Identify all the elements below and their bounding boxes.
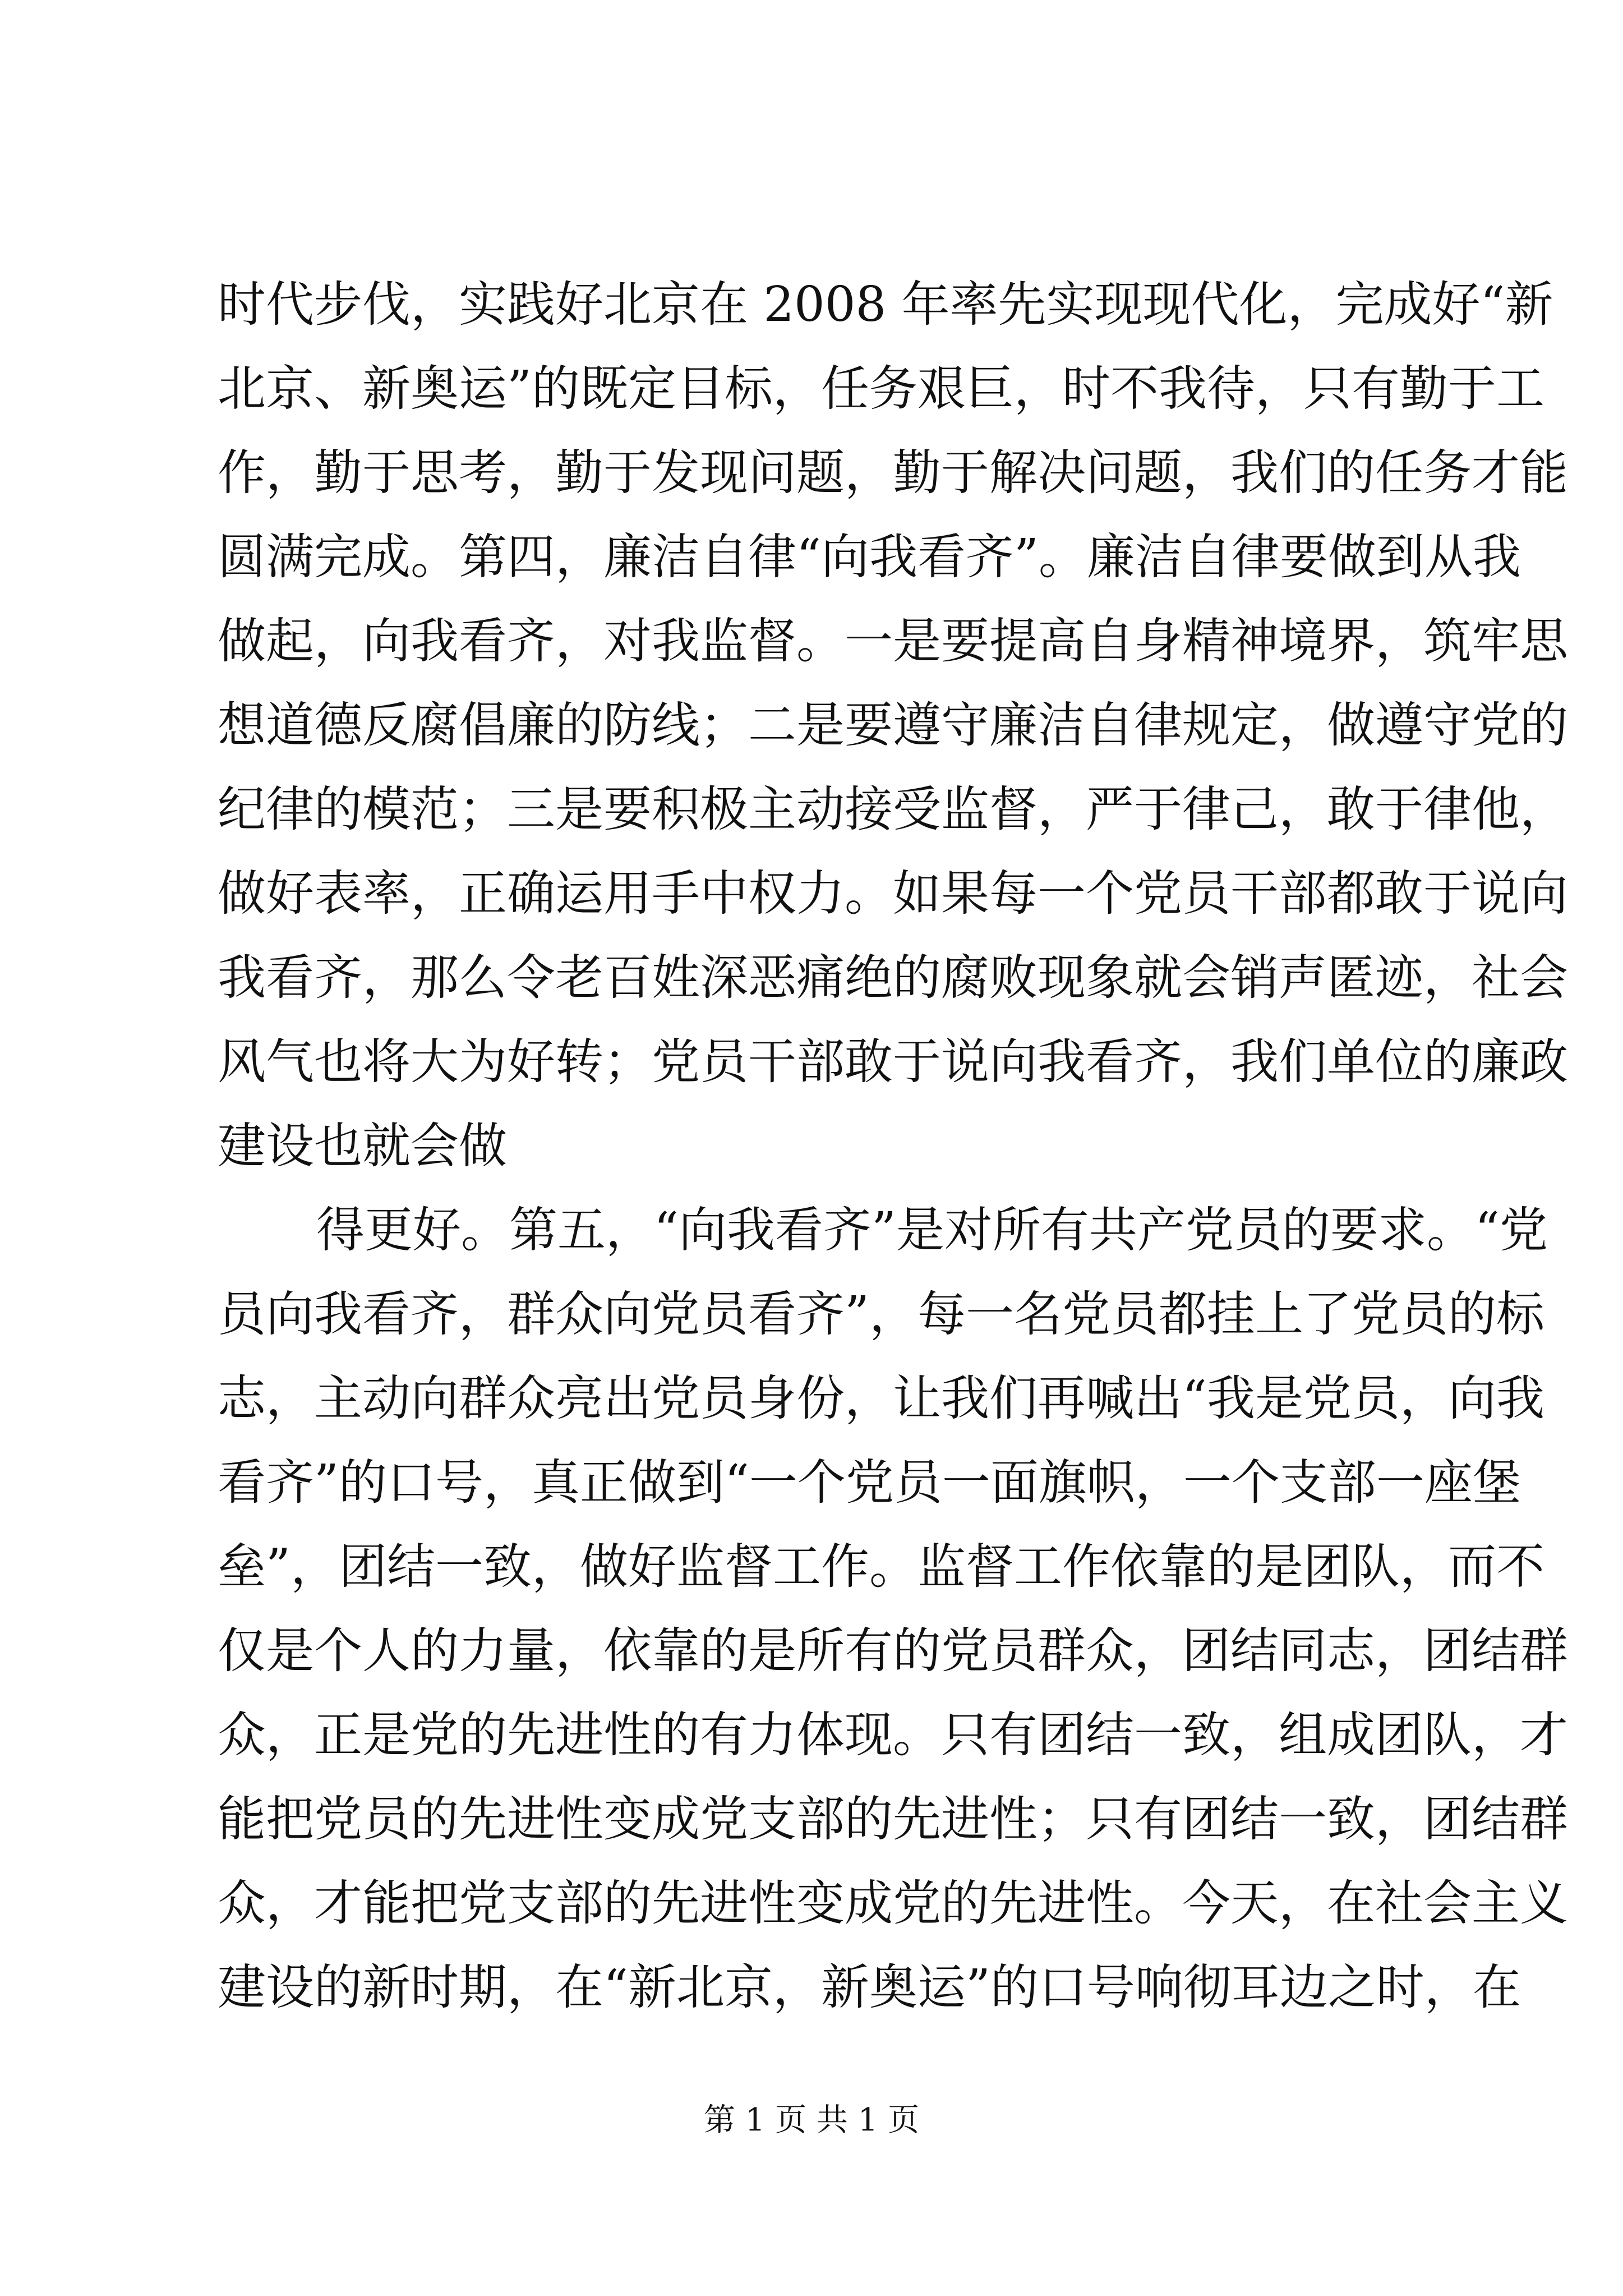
text-line: 作，勤于思考，勤于发现问题，勤于解决问题，我们的任务才能 bbox=[218, 445, 1568, 501]
text-line: 建设也就会做 bbox=[218, 1118, 507, 1174]
text-line: 想道德反腐倡廉的防线；二是要遵守廉洁自律规定，做遵守党的 bbox=[218, 697, 1568, 753]
text-line: 做起，向我看齐，对我监督。一是要提高自身精神境界，筑牢思 bbox=[218, 613, 1568, 669]
text-line: 众，才能把党支部的先进性变成党的先进性。今天，在社会主义 bbox=[218, 1875, 1568, 1931]
text-line: 做好表率，正确运用手中权力。如果每一个党员干部都敢于说向 bbox=[218, 866, 1568, 922]
text-line: 建设的新时期，在“新北京，新奥运”的口号响彻耳边之时，在 bbox=[218, 1959, 1521, 2016]
document-body bbox=[218, 263, 1568, 2030]
text-line: 时代步伐，实践好北京在 2008 年率先实现现代化，完成好“新 bbox=[218, 277, 1553, 333]
page-number-footer: 第 1 页 共 1 页 bbox=[703, 2102, 920, 2138]
text-line: 纪律的模范；三是要积极主动接受监督，严于律己，敢于律他， bbox=[218, 781, 1568, 838]
text-line: 员向我看齐，群众向党员看齐”，每一名党员都挂上了党员的标 bbox=[218, 1286, 1544, 1342]
text-line: 风气也将大为好转；党员干部敢于说向我看齐，我们单位的廉政 bbox=[218, 1034, 1568, 1090]
text-line: 看齐”的口号，真正做到“一个党员一面旗帜，一个支部一座堡 bbox=[218, 1455, 1521, 1511]
text-line: 仅是个人的力量，依靠的是所有的党员群众，团结同志，团结群 bbox=[218, 1623, 1568, 1679]
text-line: 众，正是党的先进性的有力体现。只有团结一致，组成团队，才 bbox=[218, 1707, 1568, 1763]
text-line: 北京、新奥运”的既定目标，任务艰巨，时不我待，只有勤于工 bbox=[218, 361, 1544, 417]
text-line: 我看齐，那么令老百姓深恶痛绝的腐败现象就会销声匿迹，社会 bbox=[218, 950, 1568, 1006]
paragraph-start-line: 得更好。第五，“向我看齐”是对所有共产党员的要求。“党 bbox=[316, 1202, 1548, 1258]
text-line: 垒”，团结一致，做好监督工作。监督工作依靠的是团队，而不 bbox=[218, 1539, 1544, 1595]
text-line: 圆满完成。第四，廉洁自律“向我看齐”。廉洁自律要做到从我 bbox=[218, 529, 1521, 585]
text-line: 能把党员的先进性变成党支部的先进性；只有团结一致，团结群 bbox=[218, 1791, 1568, 1847]
text-line: 志，主动向群众亮出党员身份，让我们再喊出“我是党员，向我 bbox=[218, 1370, 1544, 1427]
